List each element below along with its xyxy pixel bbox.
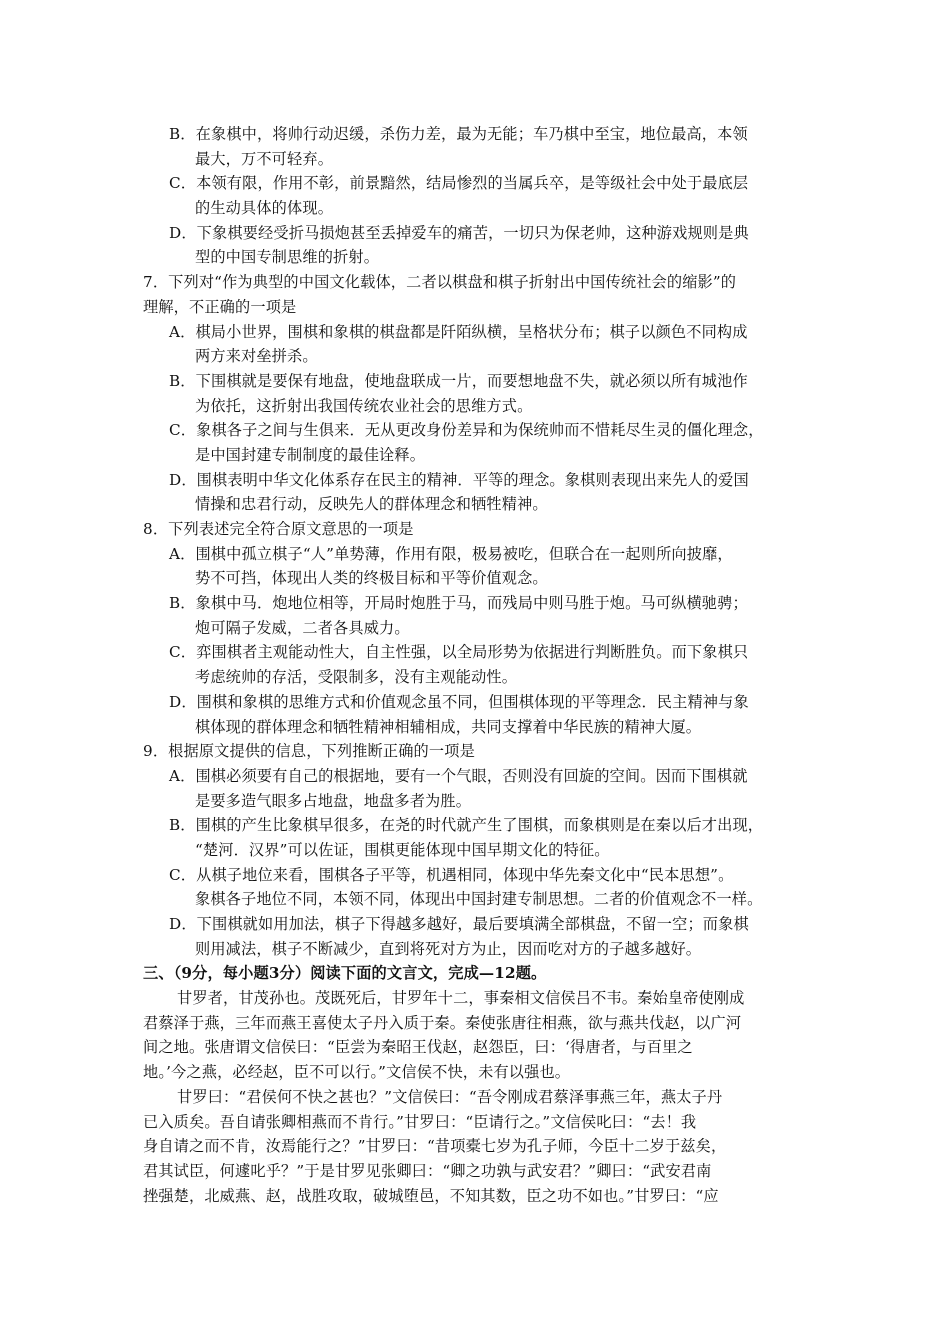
- text-line: A．围棋必须要有自己的根据地，要有一个气眼，否则没有回旋的空间。因而下围棋就: [169, 766, 748, 785]
- text-line: 甘罗者，甘茂孙也。茂既死后，甘罗年十二，事秦相文信侯吕不韦。秦始皇帝使刚成: [177, 989, 745, 1008]
- text-line: 间之地。张唐谓文信侯曰：“臣尝为秦昭王伐赵，赵怨臣，曰：‘得唐者，与百里之: [143, 1038, 693, 1057]
- text-line: 三、（9分，每小题3分）阅读下面的文言文，完成—12题。: [143, 964, 547, 983]
- text-line: 君其试臣，何遽叱乎？”于是甘罗见张卿曰：“卿之功孰与武安君？”卿曰：“武安君南: [143, 1161, 712, 1180]
- text-line: D．下象棋要经受折马损炮甚至丢掉爱车的痛苦，一切只为保老帅，这种游戏规则是典: [169, 223, 749, 242]
- text-line: C．象棋各子之间与生俱来．无从更改身份差异和为保统帅而不惜耗尽生灵的僵化理念，: [169, 421, 764, 440]
- text-line: 理解，不正确的一项是: [143, 297, 297, 316]
- text-line: 9．根据原文提供的信息，下列推断正确的一项是: [143, 742, 475, 761]
- text-line: 两方来对垒拼杀。: [195, 347, 318, 366]
- text-line: 考虑统帅的存活，受限制多，没有主观能动性。: [195, 668, 518, 687]
- text-line: C．弈围棋者主观能动性大，自主性强，以全局形势为依据进行判断胜负。而下象棋只: [169, 643, 749, 662]
- text-line: B．在象棋中，将帅行动迟缓，杀伤力差，最为无能；车乃棋中至宝，地位最高，本领: [169, 125, 748, 143]
- text-line: A．棋局小世界，围棋和象棋的棋盘都是阡陌纵横，呈格状分布；棋子以颜色不同构成: [169, 322, 748, 341]
- text-line: 势不可挡，体现出人类的终极目标和平等价值观念。: [195, 569, 548, 588]
- text-line: C．本领有限，作用不彰，前景黯然，结局惨烈的当属兵卒，是等级社会中处于最底层: [169, 174, 749, 193]
- text-line: 君蔡泽于燕，三年而燕王喜使太子丹入质于秦。秦使张唐往相燕，欲与燕共伐赵，以广河: [143, 1013, 742, 1032]
- text-line: 则用减法，棋子不断减少，直到将死对方为止，因而吃对方的子越多越好。: [195, 939, 702, 958]
- text-line: D．围棋表明中华文化体系存在民主的精神．平等的理念。象棋则表现出来先人的爱国: [169, 470, 749, 489]
- text-line: 象棋各子地位不同，本领不同，体现出中国封建专制思想。二者的价值观念不一样。: [195, 890, 763, 909]
- text-line: 的生动具体的体现。: [195, 199, 334, 218]
- text-line: 身自请之而不肯，汝焉能行之？”甘罗曰：“昔项橐七岁为孔子师，今臣十二岁于兹矣，: [143, 1137, 727, 1156]
- text-line: 型的中国专制思维的折射。: [195, 248, 380, 267]
- text-line: 8．下列表述完全符合原文意思的一项是: [143, 520, 414, 538]
- text-line: 7．下列对“作为典型的中国文化载体，二者以棋盘和棋子折射出中国传统社会的缩影”的: [143, 273, 737, 292]
- text-line: 炮可隔子发威，二者各具威力。: [195, 618, 410, 637]
- text-line: 已入质矣。吾自请张卿相燕而不肯行。”甘罗曰：“臣请行之。”文信侯叱曰：“去！我: [143, 1112, 697, 1131]
- document-body: [143, 122, 813, 1208]
- text-line: A．围棋中孤立棋子“人”单势薄，作用有限，极易被吃，但联合在一起则所向披靡，: [169, 544, 733, 563]
- text-line: 地。’今之燕，必经赵，臣不可以行。”文信侯不快，未有以强也。: [143, 1063, 571, 1082]
- text-line: “楚河．汉界”可以佐证，围棋更能体现中国早期文化的特征。: [195, 840, 610, 859]
- text-line: 最大，万不可轻弃。: [195, 149, 334, 168]
- text-line: 棋体现的群体理念和牺牲精神相辅相成，共同支撑着中华民族的精神大厦。: [195, 717, 702, 736]
- text-line: 挫强楚，北威燕、赵，战胜攻取，破城堕邑，不知其数，臣之功不如也。”甘罗曰：“应: [143, 1186, 719, 1205]
- text-line: 为依托，这折射出我国传统农业社会的思维方式。: [195, 396, 533, 415]
- text-line: B．下围棋就是要保有地盘，使地盘联成一片，而要想地盘不失，就必须以所有城池作: [169, 371, 748, 390]
- text-line: 甘罗曰：“君侯何不快之甚也？”文信侯曰：“吾令刚成君蔡泽事燕三年，燕太子丹: [177, 1087, 723, 1106]
- text-line: B．象棋中马．炮地位相等，开局时炮胜于马，而残局中则马胜于炮。马可纵横驰骋；: [169, 594, 748, 613]
- text-line: 是中国封建专制制度的最佳诠释。: [195, 445, 426, 464]
- text-line: D．围棋和象棋的思维方式和价值观念虽不同，但围棋体现的平等理念．民主精神与象: [169, 692, 749, 711]
- text-line: C．从棋子地位来看，围棋各子平等，机遇相同，体现中华先秦文化中“民本思想”。: [169, 865, 734, 884]
- text-line: 情操和忠君行动，反映先人的群体理念和牺牲精神。: [195, 495, 548, 514]
- text-line: B．围棋的产生比象棋早很多，在尧的时代就产生了围棋，而象棋则是在秦以后才出现，: [169, 816, 764, 835]
- text-line: 是要多造气眼多占地盘，地盘多者为胜。: [195, 791, 472, 810]
- text-line: D．下围棋就如用加法，棋子下得越多越好，最后要填满全部棋盘，不留一空；而象棋: [169, 915, 749, 933]
